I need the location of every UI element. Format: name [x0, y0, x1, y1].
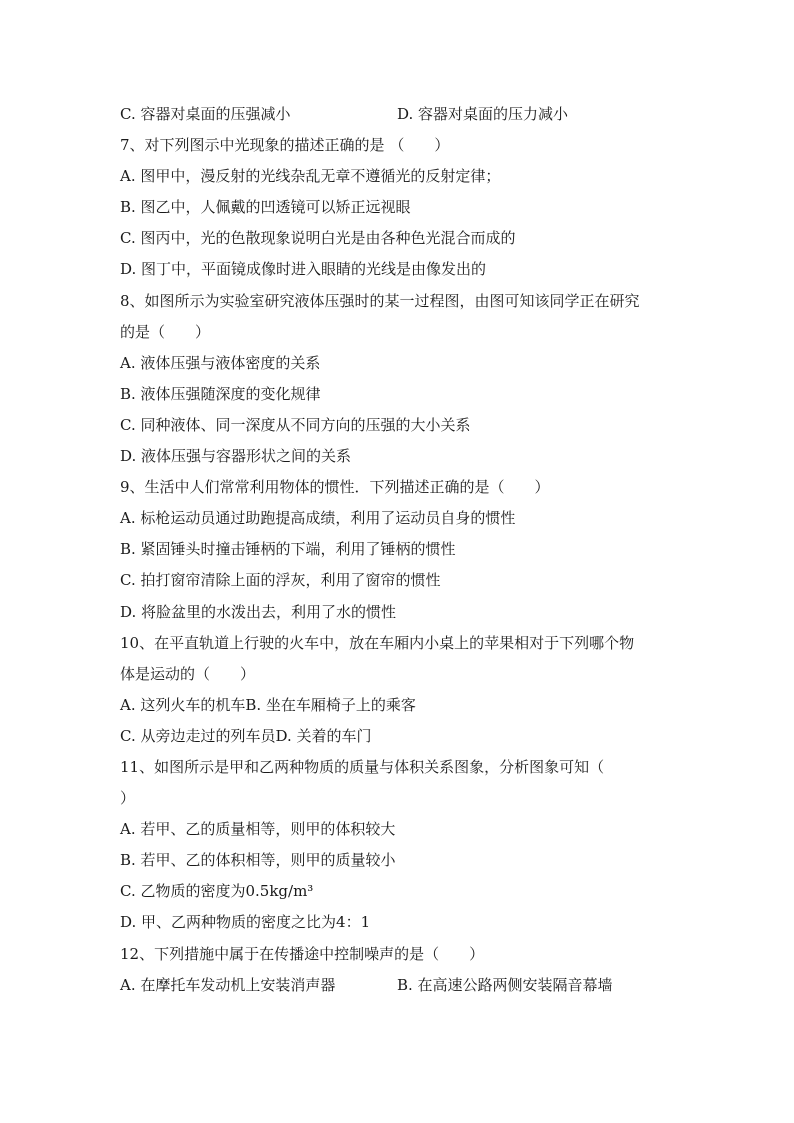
option-row-6 [120, 99, 680, 130]
option-9d: D. 将脸盆里的水泼出去，利用了水的惯性 [120, 602, 397, 621]
option-7c: C. 图丙中，光的色散现象说明白光是由各种色光混合而成的 [120, 229, 516, 248]
option-9c: C. 拍打窗帘清除上面的浮灰，利用了窗帘的惯性 [120, 571, 441, 590]
question-11-stem-line1: 11、如图所示是甲和乙两种物质的质量与体积关系图象，分析图象可知（ [120, 757, 605, 776]
option-6c: C. 容器对桌面的压强减小 [120, 105, 291, 123]
option-9a: A. 标枪运动员通过助跑提高成绩，利用了运动员自身的惯性 [120, 509, 516, 528]
option-7a: A. 图甲中，漫反射的光线杂乱无章不遵循光的反射定律； [120, 167, 501, 186]
question-8-stem-line1: 8、如图所示为实验室研究液体压强时的某一过程图，由图可知该同学正在研究 [120, 291, 640, 310]
option-12b: B. 在高速公路两侧安装隔音幕墙 [397, 975, 613, 994]
option-11d: D. 甲、乙两种物质的密度之比为4：1 [120, 913, 371, 932]
option-11b: B. 若甲、乙的体积相等，则甲的质量较小 [120, 851, 396, 870]
question-7-stem: 7、对下列图示中光现象的描述正确的是 （ ） [120, 136, 450, 155]
option-8b: B. 液体压强随深度的变化规律 [120, 384, 321, 403]
option-row-12 [120, 970, 680, 1001]
question-12-stem: 12、下列措施中属于在传播途中控制噪声的是（ ） [120, 944, 485, 963]
question-10-stem-line2: 体是运动的（ ） [120, 664, 256, 683]
option-8d: D. 液体压强与容器形状之间的关系 [120, 447, 352, 466]
question-text [120, 99, 680, 1001]
option-11c: C. 乙物质的密度为0.5kg/m³ [120, 882, 314, 901]
question-9-stem: 9、生活中人们常常利用物体的惯性．下列描述正确的是（ ） [120, 478, 550, 497]
option-8a: A. 液体压强与液体密度的关系 [120, 353, 321, 372]
option-6d: D. 容器对桌面的压力减小 [397, 105, 569, 123]
question-11-stem-line2: ） [120, 789, 136, 808]
option-11a: A. 若甲、乙的质量相等，则甲的体积较大 [120, 820, 396, 839]
option-8c: C. 同种液体、同一深度从不同方向的压强的大小关系 [120, 415, 471, 434]
question-8-stem-line2: 的是（ ） [120, 322, 211, 341]
option-7b: B. 图乙中，人佩戴的凹透镜可以矫正远视眼 [120, 198, 411, 217]
option-9b: B. 紧固锤头时撞击锤柄的下端，利用了锤柄的惯性 [120, 540, 456, 559]
option-10ab: A. 这列火车的机车B. 坐在车厢椅子上的乘客 [120, 695, 416, 714]
question-10-stem-line1: 10、在平直轨道上行驶的火车中，放在车厢内小桌上的苹果相对于下列哪个物 [120, 633, 635, 652]
option-12a: A. 在摩托车发动机上安装消声器 [120, 975, 336, 994]
option-10cd: C. 从旁边走过的列车员D. 关着的车门 [120, 726, 372, 745]
option-7d: D. 图丁中，平面镜成像时进入眼睛的光线是由像发出的 [120, 260, 487, 279]
